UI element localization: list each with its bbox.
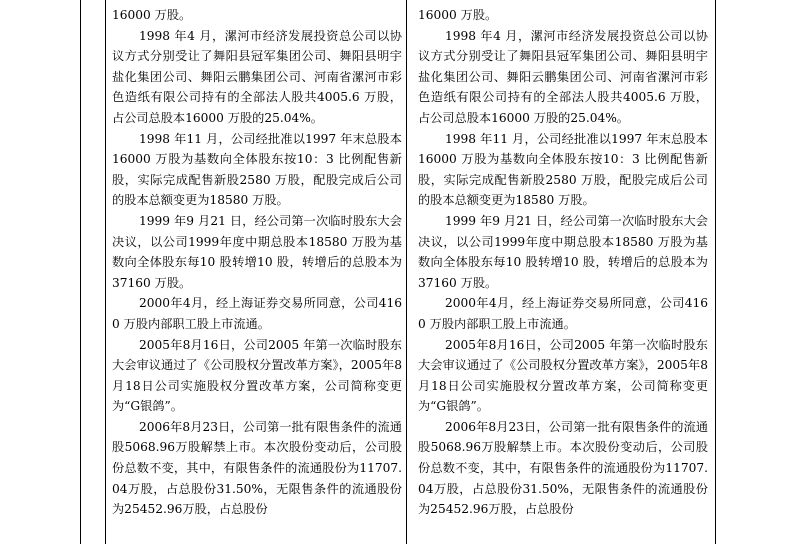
left-column bbox=[112, 0, 402, 520]
paragraph: 1998 年4 月，漯河市经济发展投资总公司以协议方式分别受让了舞阳县冠军集团公司、舞阳县明宇盐化集团公司、舞阳云鹏集团公司、河南省漯河市彩色造纸有限公司持有的全部法人股共4005.6 万股，占公司总股本16000 万股的25.04%。 bbox=[112, 28, 402, 125]
right-column bbox=[418, 0, 708, 520]
paragraph: 2006年8月23日，公司第一批有限售条件的流通股5068.96万股解禁上市。本次股份变动后，公司股份总数不变，其中，有限售条件的流通股份为11707.04万股，占总股份31.50%，无限售条件的流通股份为25452.96万股，占总股份 bbox=[418, 419, 708, 517]
paragraph: 2006年8月23日，公司第一批有限售条件的流通股5068.96万股解禁上市。本次股份变动后，公司股份总数不变，其中，有限售条件的流通股份为11707.04万股，占总股份31.50%，无限售条件的流通股份为25452.96万股，占总股份 bbox=[112, 419, 402, 517]
paragraph: 1998 年4 月，漯河市经济发展投资总公司以协议方式分别受让了舞阳县冠军集团公司、舞阳县明宇盐化集团公司、舞阳云鹏集团公司、河南省漯河市彩色造纸有限公司持有的全部法人股共4005.6 万股，占公司总股本16000 万股的25.04%。 bbox=[418, 28, 708, 125]
paragraph: 16000 万股。 bbox=[418, 8, 498, 22]
table-border-middle bbox=[406, 0, 407, 544]
paragraph: 1998 年11 月，公司经批准以1997 年末总股本16000 万股为基数向全体股东按10：3 比例配售新股，实际完成配售新股2580 万股，配股完成后公司的股本总额变更为18580 万股。 bbox=[112, 131, 402, 208]
paragraph: 1998 年11 月，公司经批准以1997 年末总股本16000 万股为基数向全体股东按10：3 比例配售新股，实际完成配售新股2580 万股，配股完成后公司的股本总额变更为18580 万股。 bbox=[418, 131, 708, 208]
paragraph: 16000 万股。 bbox=[112, 8, 192, 22]
paragraph: 2000年4月，经上海证券交易所同意，公司4160 万股内部职工股上市流通。 bbox=[112, 296, 402, 331]
paragraph: 1999 年9 月21 日，经公司第一次临时股东大会决议，以公司1999年度中期总股本18580 万股为基数向全体股东每10 股转增10 股，转增后的总股本为37160 万股。 bbox=[112, 213, 402, 290]
paragraph: 2005年8月16日，公司2005 年第一次临时股东大会审议通过了《公司股权分置改革方案》，2005年8月18日公司实施股权分置改革方案，公司简称变更为“G银鸽”。 bbox=[112, 337, 402, 414]
paragraph: 1999 年9 月21 日，经公司第一次临时股东大会决议，以公司1999年度中期总股本18580 万股为基数向全体股东每10 股转增10 股，转增后的总股本为37160 万股。 bbox=[418, 213, 708, 290]
table-border-left-inner bbox=[105, 0, 106, 544]
table-border-left-outer bbox=[80, 0, 81, 544]
paragraph: 2005年8月16日，公司2005 年第一次临时股东大会审议通过了《公司股权分置改革方案》，2005年8月18日公司实施股权分置改革方案，公司简称变更为“G银鸽”。 bbox=[418, 337, 708, 414]
table-border-right bbox=[715, 0, 716, 544]
paragraph: 2000年4月，经上海证券交易所同意，公司4160 万股内部职工股上市流通。 bbox=[418, 296, 708, 331]
